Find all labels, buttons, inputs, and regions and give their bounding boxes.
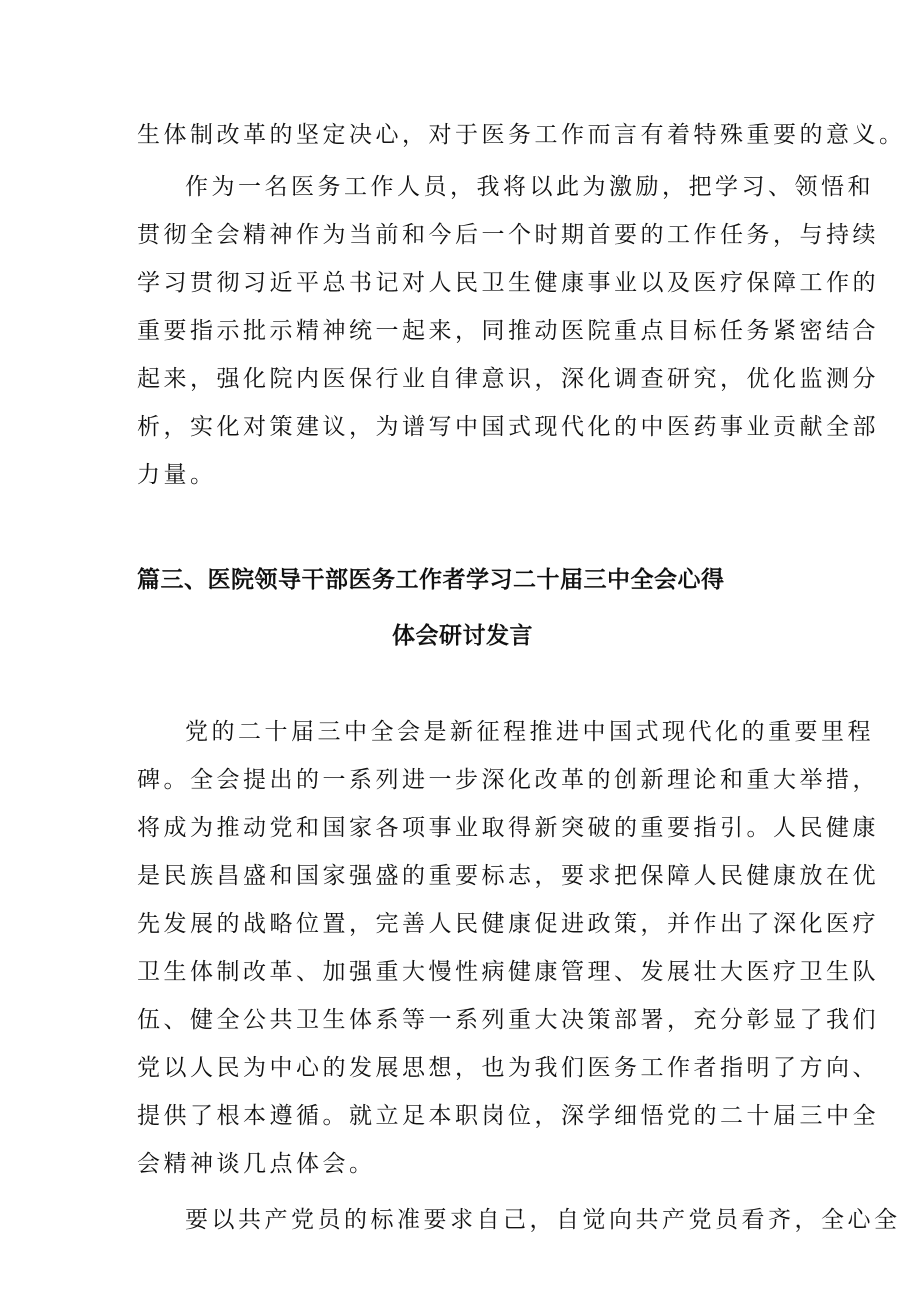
section-heading-line-1: 篇三、医院领导干部医务工作者学习二十届三中全会心得 (137, 567, 725, 593)
text-line: 将成为推动党和国家各项事业取得新突破的重要指引。人民健康 (137, 815, 879, 841)
text-line: 析，实化对策建议，为谱写中国式现代化的中医药事业贡献全部 (137, 414, 879, 440)
text-line: 党的二十届三中全会是新征程推进中国式现代化的重要里程 (185, 719, 874, 745)
text-line: 先发展的战略位置，完善人民健康促进政策，并作出了深化医疗 (137, 911, 879, 937)
text-line: 学习贯彻习近平总书记对人民卫生健康事业以及医疗保障工作的 (137, 270, 879, 296)
text-line: 作为一名医务工作人员，我将以此为激励，把学习、领悟和 (185, 174, 874, 200)
text-line: 提供了根本遵循。就立足本职岗位，深学细悟党的二十届三中全 (137, 1103, 879, 1129)
text-line: 党以人民为中心的发展思想，也为我们医务工作者指明了方向、 (137, 1055, 879, 1081)
text-line: 碑。全会提出的一系列进一步深化改革的创新理论和重大举措， (137, 767, 879, 793)
text-line: 重要指示批示精神统一起来，同推动医院重点目标任务紧密结合 (137, 318, 879, 344)
text-line: 起来，强化院内医保行业自律意识，深化调查研究，优化监测分 (137, 366, 879, 392)
text-line: 是民族昌盛和国家强盛的重要标志，要求把保障人民健康放在优 (137, 863, 879, 889)
section-heading-line-2: 体会研讨发言 (392, 623, 533, 649)
text-line: 会精神谈几点体会。 (137, 1151, 376, 1177)
text-line: 贯彻全会精神作为当前和今后一个时期首要的工作任务，与持续 (137, 222, 879, 248)
text-line: 要以共产党员的标准要求自己，自觉向共产党员看齐，全心全 (185, 1207, 901, 1233)
text-line: 力量。 (137, 462, 217, 488)
text-line: 生体制改革的坚定决心，对于医务工作而言有着特殊重要的意义。 (137, 122, 906, 148)
text-line: 卫生体制改革、加强重大慢性病健康管理、发展壮大医疗卫生队 (137, 959, 879, 985)
text-line: 伍、健全公共卫生体系等一系列重大决策部署，充分彰显了我们 (137, 1007, 879, 1033)
